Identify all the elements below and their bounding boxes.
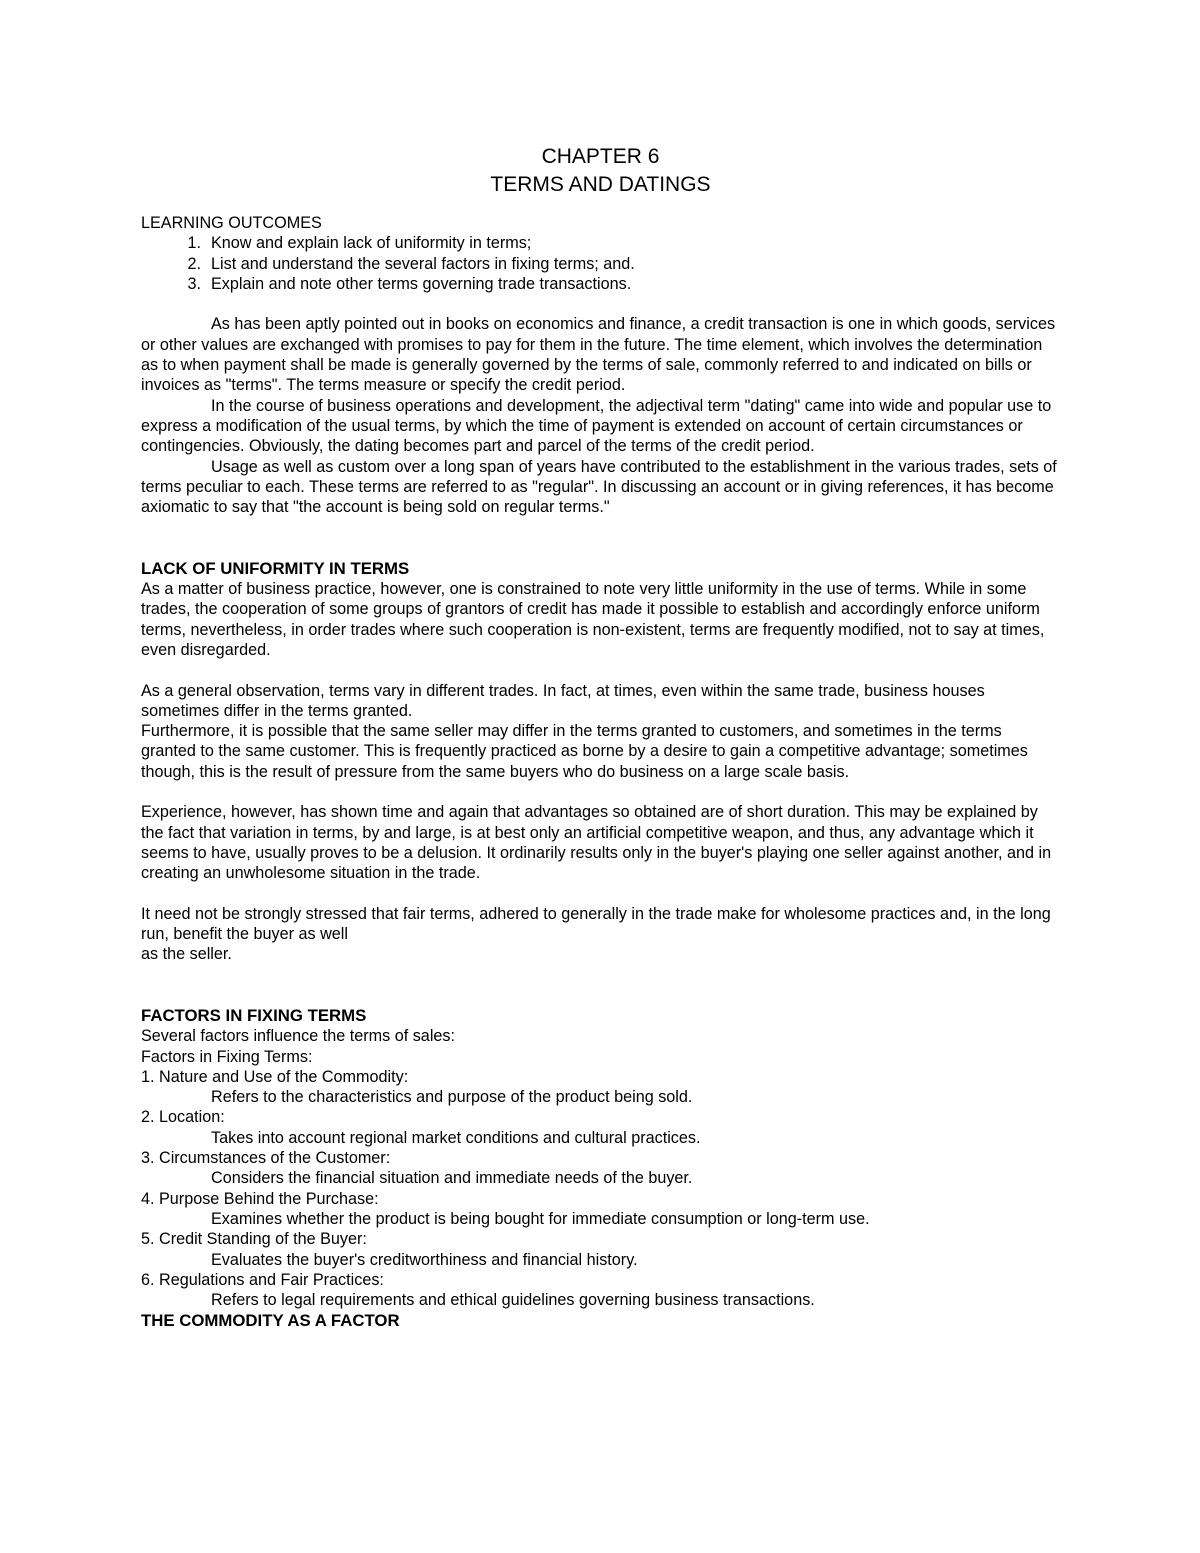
section-heading-factors: FACTORS IN FIXING TERMS xyxy=(141,1006,367,1026)
factor-title: 3. Circumstances of the Customer: xyxy=(141,1149,391,1168)
list-item-text: List and understand the several factors in fixing terms; and. xyxy=(211,254,635,273)
lack-uniformity-paragraph-4: Experience, however, has shown time and again that advantages so obtained are of short duration. This may be explained by the fact that variation in terms, by and large, is at best only an artificial competitive weapon, and thus, any advantage which it seems to have, usually proves to be a delusion. It ordinarily results only in the buyer's playing one seller against another, and in creating an unwholesome situation in the trade. xyxy=(141,803,1052,883)
chapter-title: TERMS AND DATINGS xyxy=(490,173,711,196)
list-item xyxy=(141,1229,1060,1270)
factors-list xyxy=(141,1067,1060,1311)
list-item-number: 3. xyxy=(187,274,201,293)
factor-description: Refers to legal requirements and ethical guidelines governing business transactions. xyxy=(211,1291,815,1310)
list-item xyxy=(141,1189,1060,1230)
list-item-text: Know and explain lack of uniformity in terms; xyxy=(211,234,532,253)
learning-outcomes-list xyxy=(141,233,1060,294)
list-item-text: Explain and note other terms governing trade transactions. xyxy=(211,274,632,293)
lack-uniformity-paragraph-5: It need not be strongly stressed that fair terms, adhered to generally in the trade make for wholesome practices and, in the long run, benefit the buyer as well xyxy=(141,904,1051,944)
factor-description: Takes into account regional market conditions and cultural practices. xyxy=(211,1128,701,1147)
section-heading-lack-uniformity: LACK OF UNIFORMITY IN TERMS xyxy=(141,559,410,579)
list-item xyxy=(141,254,1060,274)
list-item xyxy=(141,1067,1060,1108)
section-heading-commodity: THE COMMODITY AS A FACTOR xyxy=(141,1311,400,1331)
lack-uniformity-paragraph-3: Furthermore, it is possible that the same seller may differ in the terms granted to customers, and sometimes in the terms granted to the same customer. This is frequently practiced as borne by a desire to gain a competitive advantage; sometimes though, this is the result of pressure from the same buyers who do business on a large scale basis. xyxy=(141,722,1028,781)
lack-uniformity-paragraph-1: As a matter of business practice, however, one is constrained to note very little uniformity in the use of terms. While in some trades, the cooperation of some groups of grantors of credit has made it possible to establish and accordingly enforce uniform terms, nevertheless, in order trades where such cooperation is non-existent, terms are frequently modified, not to say at times, even disregarded. xyxy=(141,580,1045,659)
intro-paragraph-3: Usage as well as custom over a long span of years have contributed to the establishment in the various trades, sets of terms peculiar to each. These terms are referred to as "regular". In discussing an account or in giving references, it has become axiomatic to say that "the account is being sold on regular terms." xyxy=(141,457,1057,517)
learning-outcomes-heading: LEARNING OUTCOMES xyxy=(141,214,322,232)
factor-description: Refers to the characteristics and purpose of the product being sold. xyxy=(211,1088,693,1107)
intro-paragraph-1: As has been aptly pointed out in books on economics and finance, a credit transaction is one in which goods, services or other values are exchanged with promises to pay for them in the future. The time element, which involves the determination as to when payment shall be made is generally governed by the terms of sale, commonly referred to and indicated on bills or invoices as "terms". The terms measure or specify the credit period. xyxy=(141,315,1056,395)
factor-description: Examines whether the product is being bought for immediate consumption or long-term use. xyxy=(211,1209,870,1228)
list-item xyxy=(141,1148,1060,1189)
intro-paragraph-2: In the course of business operations and development, the adjectival term "dating" came into wide and popular use to express a modification of the usual terms, by which the time of payment is extended on account of certain circumstances or contingencies. Obviously, the dating becomes part and parcel of the terms of the credit period. xyxy=(141,396,1052,456)
list-item xyxy=(141,1107,1060,1148)
factor-title: 5. Credit Standing of the Buyer: xyxy=(141,1230,367,1249)
factors-intro-2: Factors in Fixing Terms: xyxy=(141,1047,313,1066)
factor-description: Evaluates the buyer's creditworthiness and financial history. xyxy=(211,1250,638,1269)
factor-description: Considers the financial situation and immediate needs of the buyer. xyxy=(211,1169,693,1188)
list-item xyxy=(141,1270,1060,1311)
lack-uniformity-paragraph-5-end: as the seller. xyxy=(141,945,232,964)
lack-uniformity-paragraph-2: As a general observation, terms vary in different trades. In fact, at times, even within the same trade, business houses sometimes differ in the terms granted. xyxy=(141,681,985,720)
factor-title: 2. Location: xyxy=(141,1108,225,1127)
list-item-number: 2. xyxy=(187,254,201,273)
factor-title: 1. Nature and Use of the Commodity: xyxy=(141,1067,409,1086)
chapter-number: CHAPTER 6 xyxy=(541,145,660,168)
learning-outcomes xyxy=(141,213,1060,294)
factors-intro-1: Several factors influence the terms of sales: xyxy=(141,1027,456,1046)
factor-title: 4. Purpose Behind the Purchase: xyxy=(141,1189,379,1208)
list-item-number: 1. xyxy=(187,234,201,253)
factor-title: 6. Regulations and Fair Practices: xyxy=(141,1270,384,1289)
list-item xyxy=(141,233,1060,253)
title-block xyxy=(141,143,1060,199)
list-item xyxy=(141,274,1060,294)
